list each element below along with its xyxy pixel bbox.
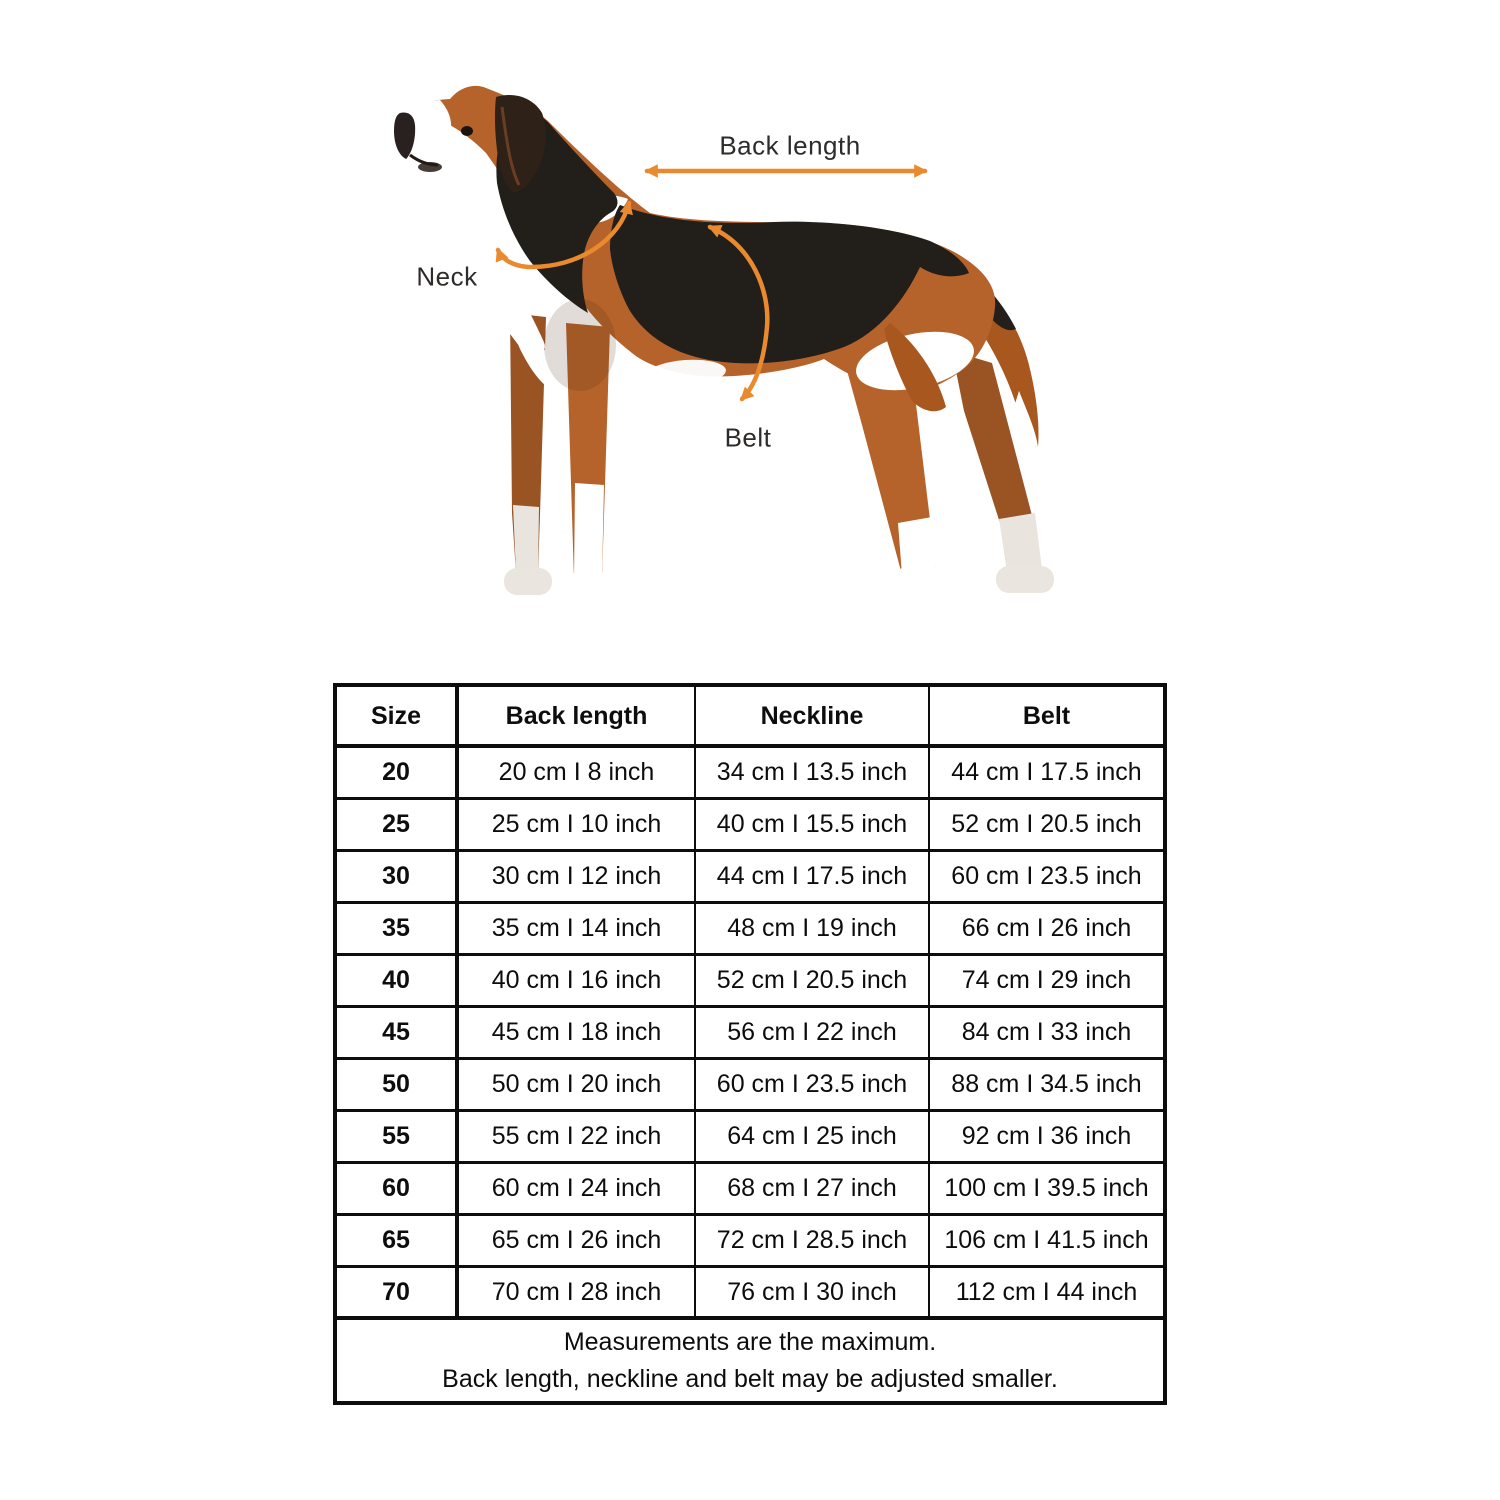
table-row — [335, 1162, 1165, 1214]
back-length-cell: 50 cm I 20 inch — [457, 1058, 695, 1110]
back-length-label: Back length — [719, 130, 861, 161]
back-length-cell: 65 cm I 26 inch — [457, 1214, 695, 1266]
size-cell: 60 — [335, 1162, 457, 1214]
size-cell: 20 — [335, 746, 457, 798]
table-row — [335, 798, 1165, 850]
note-row — [335, 1318, 1165, 1403]
col-header-back-length: Back length — [457, 685, 695, 746]
dog-figure — [394, 86, 1054, 600]
dog-measurement-illustration — [370, 55, 1090, 615]
table-row — [335, 902, 1165, 954]
col-header-size: Size — [335, 685, 457, 746]
belt-label: Belt — [724, 422, 772, 453]
size-chart-table — [333, 683, 1167, 1405]
size-cell: 35 — [335, 902, 457, 954]
belt-cell: 88 cm I 34.5 inch — [929, 1058, 1165, 1110]
size-cell: 30 — [335, 850, 457, 902]
neckline-cell: 56 cm I 22 inch — [695, 1006, 929, 1058]
size-table-header — [335, 685, 1165, 746]
neckline-cell: 34 cm I 13.5 inch — [695, 746, 929, 798]
table-row — [335, 746, 1165, 798]
table-row — [335, 1006, 1165, 1058]
belt-cell: 52 cm I 20.5 inch — [929, 798, 1165, 850]
belt-cell: 44 cm I 17.5 inch — [929, 746, 1165, 798]
belt-cell: 112 cm I 44 inch — [929, 1266, 1165, 1318]
neckline-cell: 64 cm I 25 inch — [695, 1110, 929, 1162]
belt-cell: 74 cm I 29 inch — [929, 954, 1165, 1006]
note-line-1: Measurements are the maximum. — [563, 1327, 937, 1356]
note-line-2: Back length, neckline and belt may be adjusted smaller. — [442, 1364, 1058, 1393]
neckline-cell: 52 cm I 20.5 inch — [695, 954, 929, 1006]
back-length-cell: 40 cm I 16 inch — [457, 954, 695, 1006]
table-row — [335, 850, 1165, 902]
size-cell: 40 — [335, 954, 457, 1006]
table-row — [335, 1214, 1165, 1266]
size-cell: 55 — [335, 1110, 457, 1162]
back-length-cell: 55 cm I 22 inch — [457, 1110, 695, 1162]
table-note — [335, 1318, 1165, 1403]
belt-cell: 60 cm I 23.5 inch — [929, 850, 1165, 902]
table-row — [335, 1058, 1165, 1110]
header-row — [335, 685, 1165, 746]
belt-cell: 100 cm I 39.5 inch — [929, 1162, 1165, 1214]
col-header-neckline: Neckline — [695, 685, 929, 746]
back-length-cell: 30 cm I 12 inch — [457, 850, 695, 902]
back-length-cell: 35 cm I 14 inch — [457, 902, 695, 954]
size-table-body — [335, 746, 1165, 1318]
neckline-cell: 72 cm I 28.5 inch — [695, 1214, 929, 1266]
size-cell: 70 — [335, 1266, 457, 1318]
belt-cell: 92 cm I 36 inch — [929, 1110, 1165, 1162]
belt-cell: 84 cm I 33 inch — [929, 1006, 1165, 1058]
belt-cell: 106 cm I 41.5 inch — [929, 1214, 1165, 1266]
table-row — [335, 954, 1165, 1006]
neckline-cell: 40 cm I 15.5 inch — [695, 798, 929, 850]
neckline-cell: 44 cm I 17.5 inch — [695, 850, 929, 902]
back-length-cell: 45 cm I 18 inch — [457, 1006, 695, 1058]
neck-label: Neck — [416, 261, 478, 292]
neckline-cell: 68 cm I 27 inch — [695, 1162, 929, 1214]
back-length-cell: 20 cm I 8 inch — [457, 746, 695, 798]
col-header-belt: Belt — [929, 685, 1165, 746]
neckline-cell: 48 cm I 19 inch — [695, 902, 929, 954]
back-length-cell: 25 cm I 10 inch — [457, 798, 695, 850]
size-cell: 65 — [335, 1214, 457, 1266]
belt-cell: 66 cm I 26 inch — [929, 902, 1165, 954]
back-length-cell: 60 cm I 24 inch — [457, 1162, 695, 1214]
size-table-footer — [335, 1318, 1165, 1403]
size-cell: 50 — [335, 1058, 457, 1110]
table-row — [335, 1266, 1165, 1318]
neckline-cell: 76 cm I 30 inch — [695, 1266, 929, 1318]
back-length-cell: 70 cm I 28 inch — [457, 1266, 695, 1318]
size-cell: 25 — [335, 798, 457, 850]
neckline-cell: 60 cm I 23.5 inch — [695, 1058, 929, 1110]
size-cell: 45 — [335, 1006, 457, 1058]
table-row — [335, 1110, 1165, 1162]
